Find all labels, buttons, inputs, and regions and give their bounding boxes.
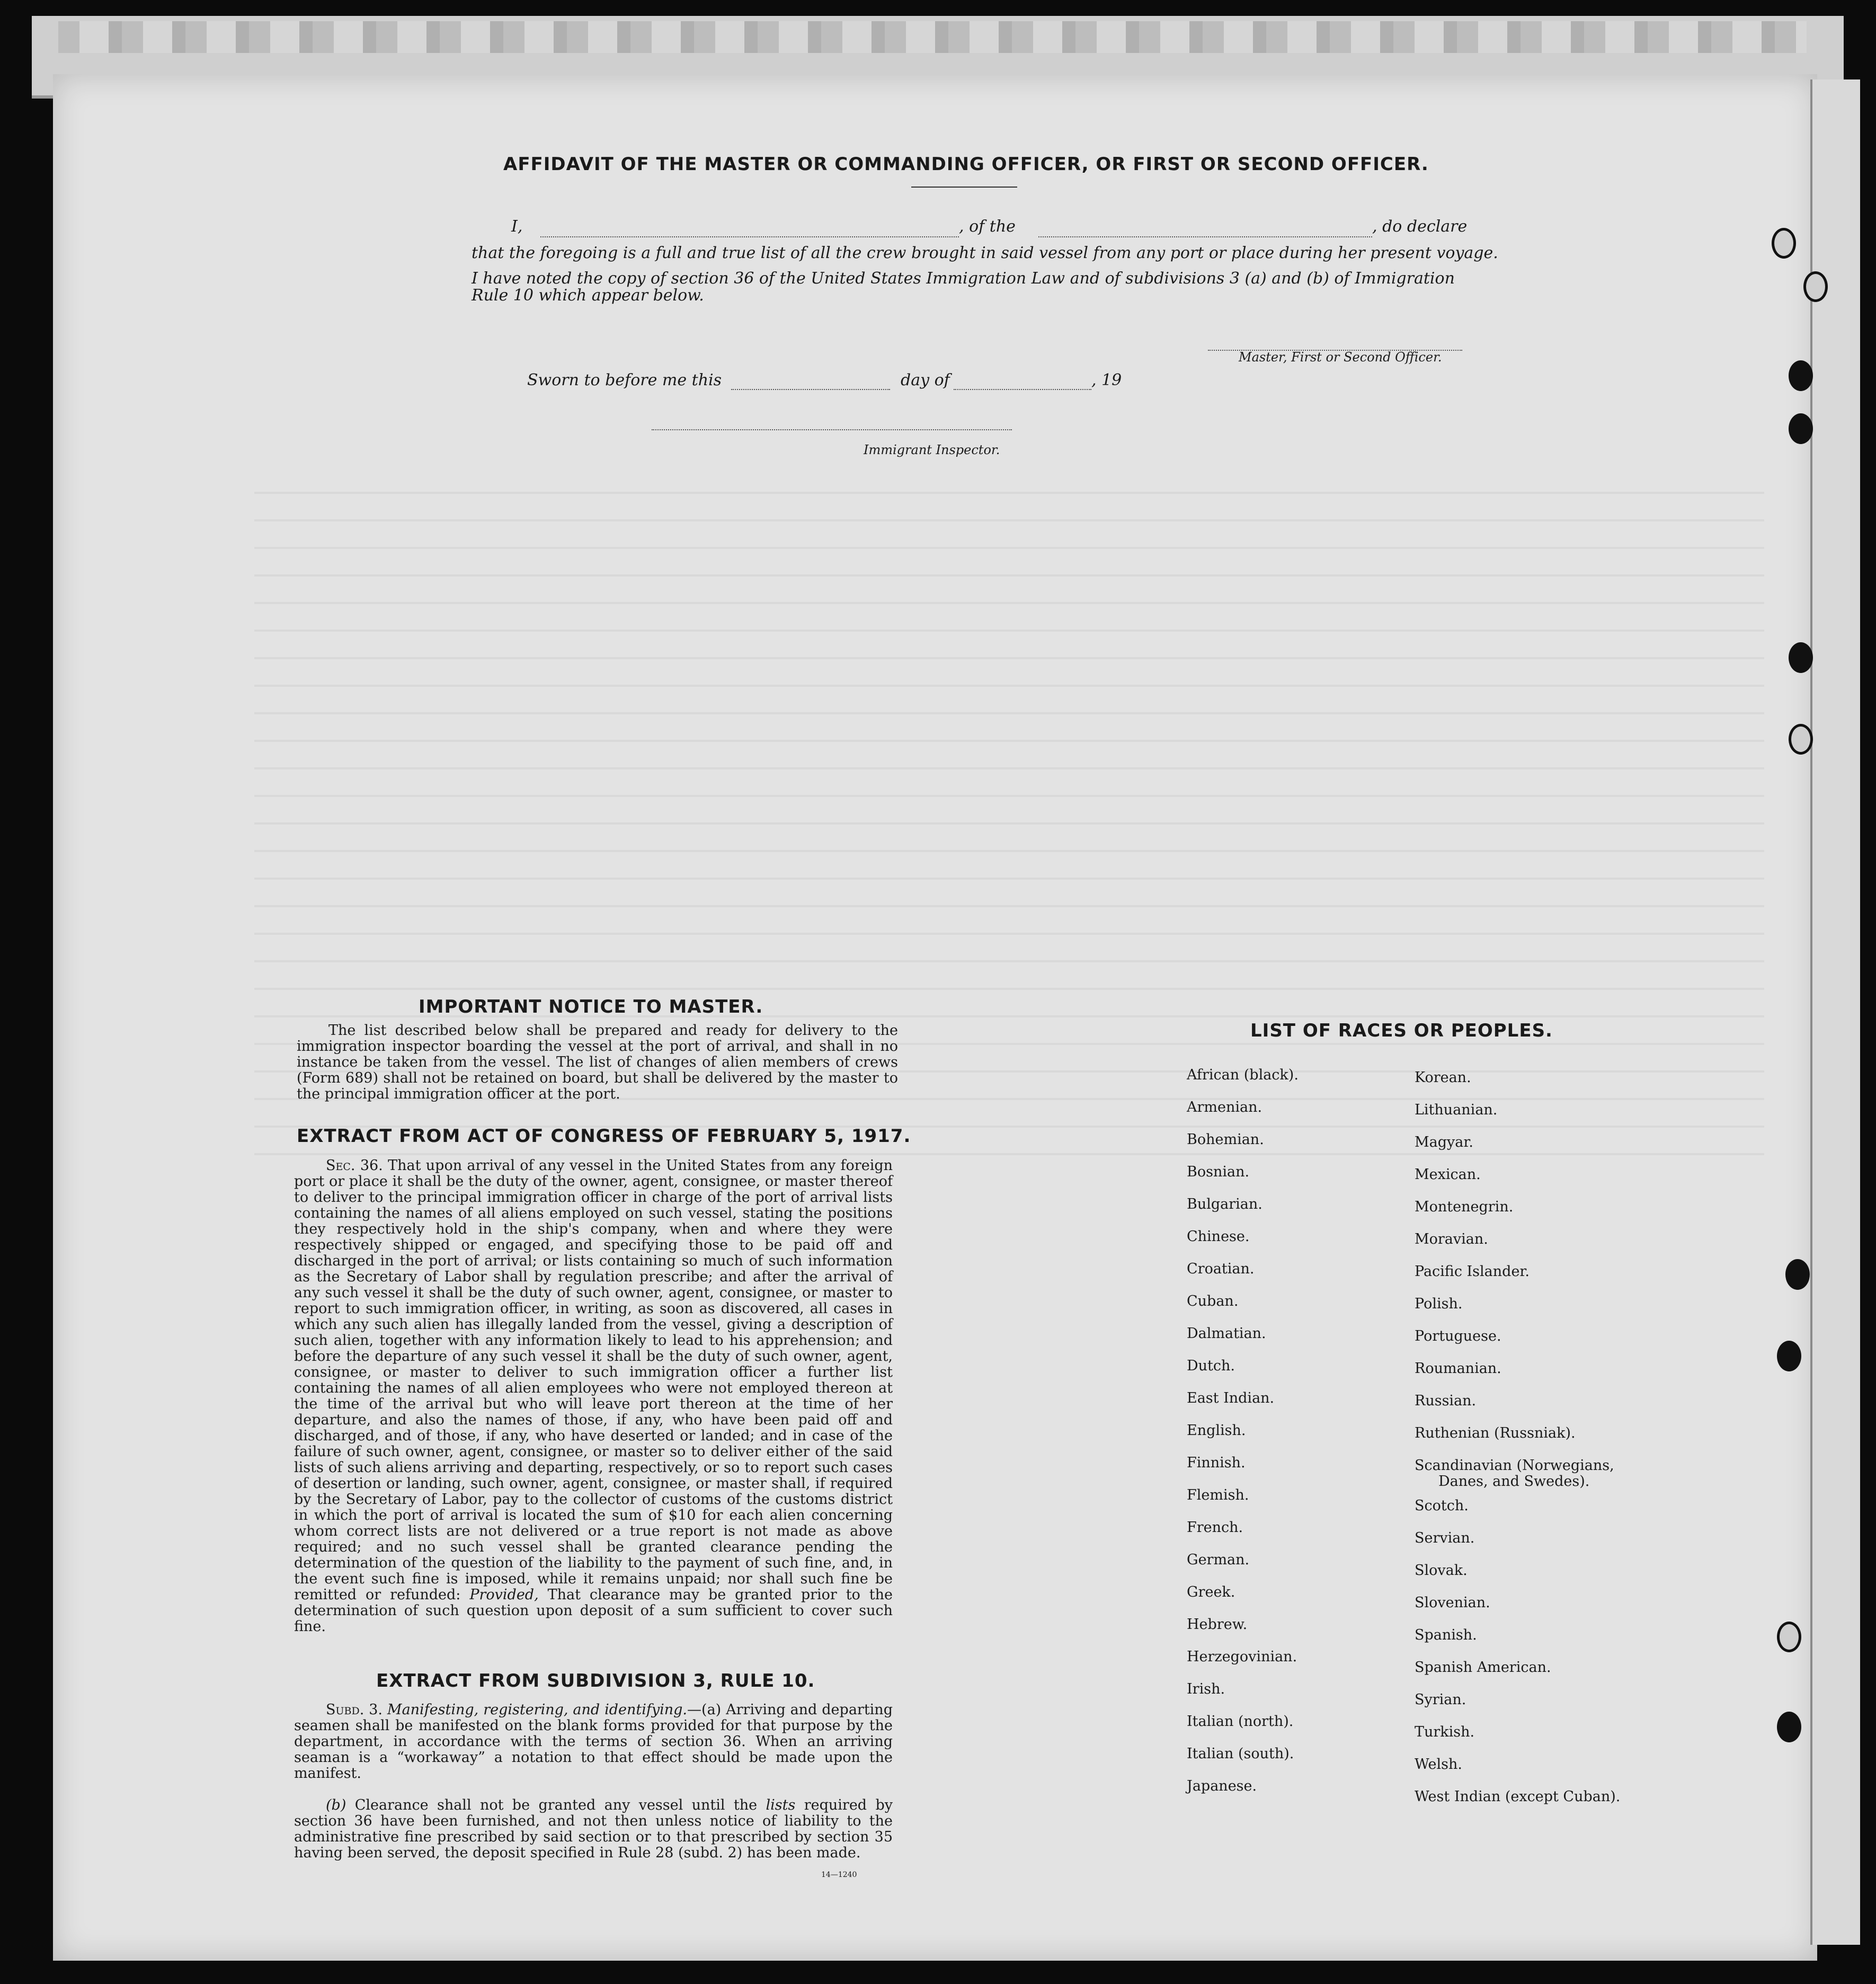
affidavit-line2: that the foregoing is a full and true list of all the crew brought in said vessel from any port or place during her present voyage. <box>472 244 1498 262</box>
race-item: Dutch. <box>1187 1358 1235 1374</box>
race-item: Cuban. <box>1187 1293 1239 1309</box>
race-item: Slovenian. <box>1415 1595 1490 1611</box>
affidavit-declare: , do declare <box>1372 217 1468 236</box>
race-item: Scandinavian (Norwegians, <box>1415 1457 1614 1474</box>
subd-title: Manifesting, registering, and identifying. <box>387 1702 688 1718</box>
sec-text-end: That clearance may be granted prior to the determination of such question upon deposit of a sum sufficient to cover such fine. <box>294 1587 893 1635</box>
year-text: , 19 <box>1091 371 1122 389</box>
race-item: Syrian. <box>1415 1691 1466 1708</box>
form-number: 14—1240 <box>821 1871 857 1879</box>
race-item: Spanish American. <box>1415 1659 1551 1676</box>
races-left-column <box>1187 1059 1299 1802</box>
race-item: Portuguese. <box>1415 1328 1501 1344</box>
affidavit-line4: Rule 10 which appear below. <box>472 286 704 305</box>
affidavit-line3: I have noted the copy of section 36 of the United States Immigration Law and of subdivisions 3 (a) and (b) of Immigration <box>472 269 1455 288</box>
race-item: Bohemian. <box>1187 1131 1264 1148</box>
sec-text: That upon arrival of any vessel in the United States from any foreign port or place it shall be the duty of the owner, agent, consignee, or master thereof to deliver to the principal immigration officer in charge of the port of arrival lists containing the names of all aliens employed on such vessel, stating the positions they respectively hold in the ship's company, when and where they were respectively shipped or engaged, and specifying those to be paid off and discharged in the port of arrival; or lists containing so much of such information as the Secretary of Labor shall by regulation prescribe; and after the arrival of any such vessel it shall be the duty of such owner, agent, consignee, or master to report to such immigration officer, in writing, as soon as discovered, all cases in which any such alien has illegally landed from the vessel, giving a description of such alien, together with any information likely to lead to his apprehension; and before the departure of any such vessel it shall be the duty of such owner, agent, consignee, or master to deliver to such immigration officer a further list containing the names of all alien employees who were not employed thereon at the time of the arrival but who will leave port thereon at the time of her departure, and also the names of those, if any, who have been paid off and discharged, and of those, if any, who have deserted or landed; and in case of the failure of such owner, agent, consignee, or master so to deliver either of the said lists of such aliens arriving and departing, respectively, or so to report such cases of desertion or landing, such owner, agent, consignee, or master shall, if required by the Secretary of Labor, pay to the collector of customs of the customs district in which the port of arrival is located the sum of $10 for each alien concerning whom correct lists are not delivered or a true report is not made as above required; and no such vessel shall be granted clearance pending the determination of the question of the liability to the payment of such fine, and, in the event such fine is imposed, while it remains unpaid; nor shall such fine be remitted or refunded: <box>294 1157 893 1603</box>
race-item: Irish. <box>1187 1681 1225 1697</box>
binder-hole-icon <box>1777 1622 1801 1652</box>
race-item: Ruthenian (Russniak). <box>1415 1425 1576 1441</box>
rule-subd-a <box>294 1702 893 1782</box>
race-item: Korean. <box>1415 1069 1471 1086</box>
race-item: Armenian. <box>1187 1099 1262 1115</box>
race-item: Slovak. <box>1415 1562 1468 1579</box>
race-item: Pacific Islander. <box>1415 1263 1530 1280</box>
binder-hole-icon <box>1772 228 1796 259</box>
binder-hole-icon <box>1785 1259 1810 1290</box>
binder-hole-icon <box>1789 642 1813 673</box>
race-item: Spanish. <box>1415 1627 1477 1643</box>
subd-b-text1: Clearance shall not be granted any vessel until the <box>354 1797 758 1813</box>
subd-label: Subd. 3. <box>326 1702 383 1718</box>
race-item: Roumanian. <box>1415 1360 1501 1377</box>
race-item: Scotch. <box>1415 1498 1469 1514</box>
inspector-caption: Immigrant Inspector. <box>864 442 1000 457</box>
act-heading: EXTRACT FROM ACT OF CONGRESS OF FEBRUARY 5, 1917. <box>297 1126 911 1147</box>
race-item: Lithuanian. <box>1415 1102 1498 1118</box>
race-item: Flemish. <box>1187 1487 1249 1503</box>
subd-b-lists: lists <box>766 1797 796 1813</box>
race-item: Turkish. <box>1415 1724 1475 1740</box>
race-item: Bulgarian. <box>1187 1196 1262 1212</box>
affidavit-of-the: , of the <box>959 217 1016 236</box>
notice-text: The list described below shall be prepared and ready for delivery to the immigration inspector boarding the vessel at the port of arrival, and shall in no instance be taken from the vessel. The list of changes of alien members of crews (Form 689) shall not be retained on board, but shall be delivered by the master to the principal immigration officer at the port. <box>297 1022 898 1102</box>
race-item: Hebrew. <box>1187 1616 1248 1633</box>
binder-hole-icon <box>1777 1712 1801 1742</box>
binder-hole-icon <box>1789 724 1813 755</box>
affidavit-title: AFFIDAVIT OF THE MASTER OR COMMANDING OFFICER, OR FIRST OR SECOND OFFICER. <box>503 154 1429 175</box>
race-item: Welsh. <box>1415 1756 1462 1773</box>
race-item: Mexican. <box>1415 1166 1481 1183</box>
race-item: West Indian (except Cuban). <box>1415 1788 1621 1805</box>
race-item-continuation: Danes, and Swedes). <box>1438 1473 1590 1490</box>
race-item: Magyar. <box>1415 1134 1473 1150</box>
binder-hole-icon <box>1803 271 1828 302</box>
affidavit-i: I, <box>511 217 523 236</box>
subd-text-a: —(a) Arriving and departing seamen shall be manifested on the blank forms provided for that purpose by the department, in accordance with the terms of section 36. When an arriving seaman is a “workaway” a notation to that effect should be made upon the manifest. <box>294 1702 893 1782</box>
race-item: Italian (south). <box>1187 1746 1294 1762</box>
subd-b-label: (b) <box>326 1797 346 1813</box>
race-item: English. <box>1187 1422 1246 1439</box>
race-item: East Indian. <box>1187 1390 1275 1406</box>
rule-subd-b <box>294 1797 893 1861</box>
race-item: Herzegovinian. <box>1187 1649 1297 1665</box>
notice-heading: IMPORTANT NOTICE TO MASTER. <box>419 996 763 1017</box>
race-item: Polish. <box>1415 1296 1463 1312</box>
signature-caption: Master, First or Second Officer. <box>1239 350 1442 365</box>
race-item: Dalmatian. <box>1187 1325 1266 1342</box>
race-item: Japanese. <box>1187 1778 1257 1794</box>
day-blank <box>731 389 890 390</box>
binding-strip <box>1810 79 1860 1945</box>
race-item: Russian. <box>1415 1393 1477 1409</box>
race-item: German. <box>1187 1552 1250 1568</box>
binder-hole-icon <box>1789 360 1813 391</box>
race-item: Italian (north). <box>1187 1713 1294 1730</box>
inspector-signature-line <box>652 429 1012 430</box>
race-item: Bosnian. <box>1187 1164 1250 1180</box>
race-item: African (black). <box>1187 1067 1299 1083</box>
day-of-text: day of <box>901 371 950 389</box>
races-right-column <box>1415 1061 1620 1813</box>
races-heading: LIST OF RACES OR PEOPLES. <box>1250 1020 1553 1041</box>
name-blank <box>540 236 959 237</box>
race-item: Croatian. <box>1187 1261 1255 1277</box>
sec-label: Sec. 36. <box>326 1157 383 1174</box>
act-section-36 <box>294 1158 893 1635</box>
race-item: Moravian. <box>1415 1231 1488 1247</box>
rule-heading: EXTRACT FROM SUBDIVISION 3, RULE 10. <box>376 1670 815 1691</box>
race-item: Montenegrin. <box>1415 1199 1514 1215</box>
race-item: French. <box>1187 1519 1243 1536</box>
title-underline <box>911 187 1017 188</box>
race-item: Finnish. <box>1187 1455 1246 1471</box>
race-item: Greek. <box>1187 1584 1235 1600</box>
binder-hole-icon <box>1789 413 1813 444</box>
provided-word: Provided, <box>469 1587 539 1603</box>
sworn-text: Sworn to before me this <box>527 371 722 389</box>
vessel-blank <box>1038 236 1372 237</box>
race-item: Chinese. <box>1187 1228 1250 1245</box>
race-item: Servian. <box>1415 1530 1475 1546</box>
subd-b-text2: required by section 36 have been furnished, and not then unless notice of liability to the administrative fine prescribed by said section or to that prescribed by section 35 having been served, the deposit specified in Rule 28 (subd. 2) has been made. <box>294 1797 893 1861</box>
torn-paper-strip <box>58 21 1807 53</box>
binder-hole-icon <box>1777 1341 1801 1371</box>
month-blank <box>954 389 1091 390</box>
